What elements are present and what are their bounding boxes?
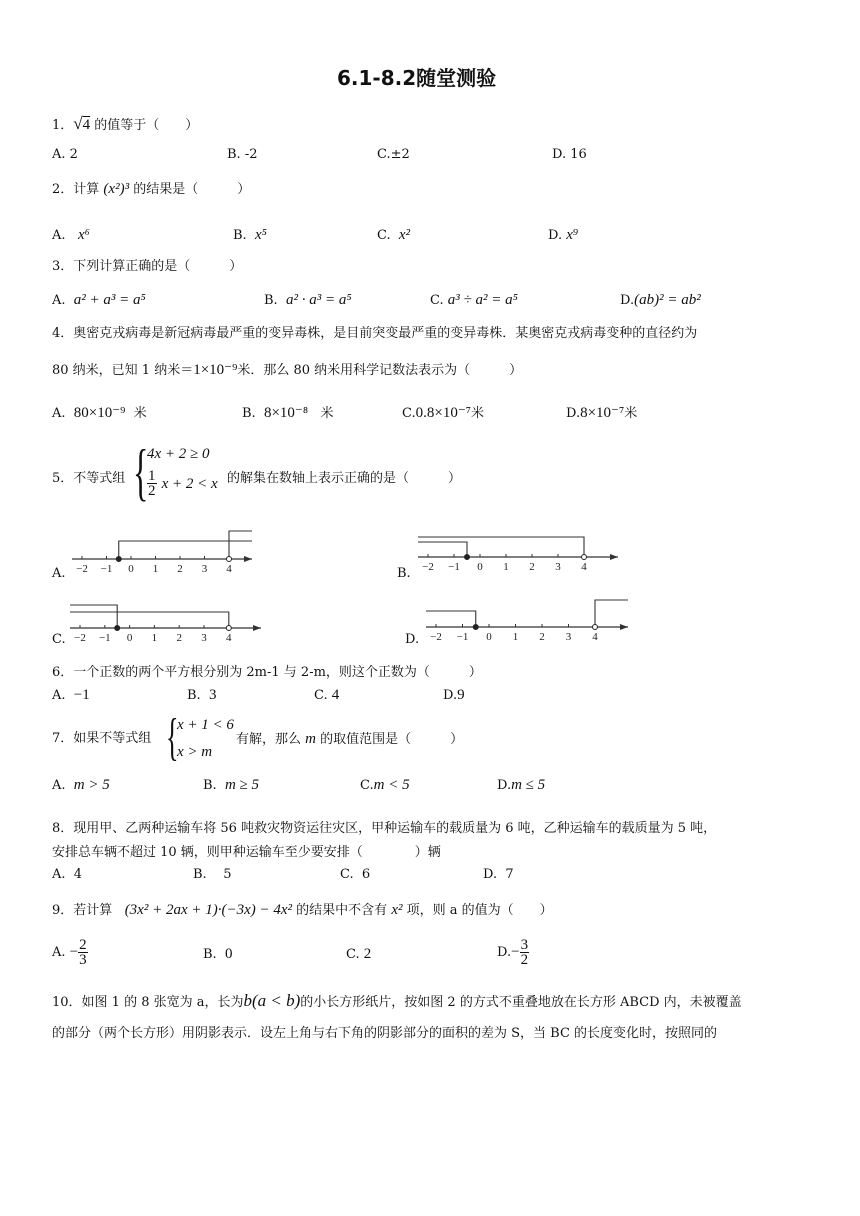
q4-option-a: A. 80×10⁻⁹ 米: [52, 405, 147, 421]
q3-option-b: B. a² · a³ = a⁵: [264, 292, 352, 308]
q7-inequality-1: x + 1 < 6: [177, 717, 234, 733]
tick-label: 2: [176, 632, 182, 644]
tick-label: 3: [565, 631, 572, 643]
tick-label: −2: [422, 561, 434, 573]
q7-stem: 有解，那么 m 的取值范围是（ ）: [236, 731, 464, 747]
q2-option-d: D. x⁹: [548, 227, 579, 243]
q8-option-c: C. 6: [340, 867, 371, 882]
closed-point: [116, 557, 121, 562]
q2-option-b: B. x⁵: [233, 227, 267, 243]
closed-point: [115, 626, 120, 631]
q6-option-b: B. 3: [187, 687, 217, 703]
tick-label: 2: [177, 563, 183, 575]
solution-ray: [418, 542, 467, 557]
q8-option-a: A. 4: [52, 867, 83, 882]
solution-ray: [418, 537, 584, 557]
q9-option-a: A. − $\frac{2}{3}$: [52, 937, 87, 968]
q5-stem: 的解集在数轴上表示正确的是（ ）: [227, 471, 462, 486]
q4-line-2: 80 纳米，已知 1 纳米＝1×10⁻⁹米．那么 80 纳米用科学记数法表示为（ ）: [52, 362, 523, 378]
q9-option-c: C. 2: [346, 946, 372, 962]
closed-point: [473, 625, 478, 630]
tick-label: 4: [226, 632, 232, 644]
tick-label: 3: [201, 632, 207, 644]
tick-label: 4: [592, 631, 598, 643]
tick-label: 0: [128, 563, 134, 575]
q4-option-d: D.8×10⁻⁷米: [566, 405, 638, 421]
question-1: [52, 116, 198, 134]
tick-label: −1: [100, 563, 113, 575]
q1-option-d: D. 16: [552, 147, 587, 162]
tick-label: 1: [512, 631, 519, 643]
question-9: 9．若计算 (3x² + 2ax + 1)·(−3x) − 4x² 的结果中不含有 x² 项，则 a 的值为（ ）: [52, 902, 553, 918]
solution-ray: [229, 531, 252, 559]
tick-label: 2: [539, 631, 545, 643]
page-title: 6.1-8.2随堂测验: [337, 66, 497, 90]
q5-inequality-2: $\frac{1}{2}$ x + 2 < x: [148, 468, 218, 499]
q1-option-a: A. 2: [52, 147, 78, 162]
q1-radicand: 4: [82, 117, 91, 133]
number-line-d: [416, 600, 636, 645]
tick-label: 1: [151, 632, 158, 644]
q3-option-c: C. a³ ÷ a² = a⁵: [430, 292, 518, 308]
q9-expression: (3x² + 2ax + 1)·(−3x) − 4x²: [124, 902, 293, 918]
tick-label: 0: [126, 632, 133, 644]
q1-option-c: C.±2: [377, 147, 410, 162]
open-point: [593, 625, 598, 630]
left-brace-icon: {: [166, 709, 179, 766]
q6-option-c: C. 4: [314, 687, 340, 703]
open-point: [582, 555, 587, 560]
q3-option-a: A. a² + a³ = a⁵: [52, 292, 146, 308]
tick-label: −2: [76, 563, 88, 575]
q2-expression: (x²)³: [103, 181, 130, 197]
arrow-icon: [244, 556, 252, 562]
tick-label: 3: [555, 561, 561, 573]
q8-option-d: D. 7: [483, 867, 514, 882]
q4-line-1: 4．奥密克戎病毒是新冠病毒最严重的变异毒株，是目前突变最严重的变异毒株．某奥密克戎病毒变种的直径约为: [52, 326, 698, 341]
q1-option-b: B. -2: [227, 147, 258, 162]
tick-label: 2: [529, 561, 535, 573]
q5-option-a: A.: [52, 566, 66, 581]
q9-option-b: B. 0: [203, 946, 233, 962]
q7-number: 7．如果不等式组: [52, 731, 152, 746]
q7-option-c: C.m < 5: [360, 777, 410, 793]
arrow-icon: [253, 625, 261, 631]
q7-option-d: D.m ≤ 5: [497, 777, 546, 793]
q7-option-b: B. m ≥ 5: [203, 777, 260, 793]
tick-label: −1: [448, 561, 460, 573]
solution-ray: [70, 612, 229, 628]
q9-option-d: D.− $\frac{3}{2}$: [497, 937, 529, 968]
q3-option-d: D.(ab)² = ab²: [620, 292, 701, 308]
solution-ray: [426, 611, 476, 627]
q5-option-d: D.: [405, 632, 420, 647]
q6-option-a: A. −1: [52, 687, 90, 703]
number-line-c: [63, 600, 273, 645]
sqrt-icon: √: [73, 114, 83, 133]
tick-label: 3: [201, 563, 208, 575]
arrow-icon: [610, 554, 618, 560]
q1-stem: 的值等于（ ）: [94, 118, 199, 133]
question-2: 2．计算 (x²)³ 的结果是（ ）: [52, 181, 251, 197]
tick-label: −1: [98, 632, 111, 644]
tick-label: −2: [430, 631, 442, 643]
q7-inequality-2: x > m: [177, 744, 213, 760]
q4-option-b: B. 8×10⁻⁸ 米: [242, 405, 334, 421]
tick-label: 1: [503, 561, 509, 573]
solution-ray: [595, 600, 628, 627]
q4-option-c: C.0.8×10⁻⁷米: [402, 405, 484, 421]
q10-line-2: 的部分（两个长方形）用阴影表示．设左上角与右下角的阴影部分的面积的差为 S，当 BC 的长度变化时，按照同的: [52, 1026, 718, 1041]
q5-number: 5．不等式组: [52, 471, 126, 486]
tick-label: −1: [456, 631, 469, 643]
q8-line-1: 8．现用甲、乙两种运输车将 56 吨救灾物资运往灾区，甲种运输车的载质量为 6 吨，乙种运输车的载质量为 5 吨，: [52, 821, 717, 836]
q10-line-1: 10．如图 1 的 8 张宽为 a，长为b(a < b)的小长方形纸片，按如图 2 的方式不重叠地放在长方形 ABCD 内，未被覆盖: [52, 991, 742, 1010]
q6-option-d: D.9: [443, 687, 465, 703]
tick-label: 4: [226, 563, 232, 575]
q5-inequality-1: 4x + 2 ≥ 0: [147, 446, 210, 462]
q7-option-a: A. m > 5: [52, 777, 110, 793]
q8-line-2: 安排总车辆不超过 10 辆，则甲种运输车至少要安排（ ）辆: [52, 845, 441, 860]
q8-option-b: B. 5: [193, 867, 232, 882]
question-3: 3．下列计算正确的是（ ）: [52, 259, 243, 274]
number-line-b: [410, 533, 630, 578]
solution-ray: [70, 605, 117, 628]
open-point: [227, 557, 232, 562]
arrow-icon: [620, 624, 628, 630]
left-brace-icon: {: [133, 436, 149, 507]
q2-option-c: C. x²: [377, 227, 411, 243]
q5-option-c: C.: [52, 632, 66, 647]
question-6: 6．一个正数的两个平方根分别为 2m-1 与 2-m，则这个正数为（ ）: [52, 665, 482, 680]
q5-option-b: B.: [397, 566, 411, 581]
solution-ray: [119, 541, 252, 559]
tick-label: 0: [477, 561, 483, 573]
tick-label: −2: [74, 632, 86, 644]
open-point: [226, 626, 231, 631]
q1-number: 1．: [52, 118, 74, 133]
q2-option-a: A. x⁶: [52, 227, 90, 243]
tick-label: 0: [486, 631, 492, 643]
tick-label: 4: [581, 561, 587, 573]
tick-label: 1: [152, 563, 159, 575]
closed-point: [465, 555, 470, 560]
number-line-a: [60, 535, 260, 580]
